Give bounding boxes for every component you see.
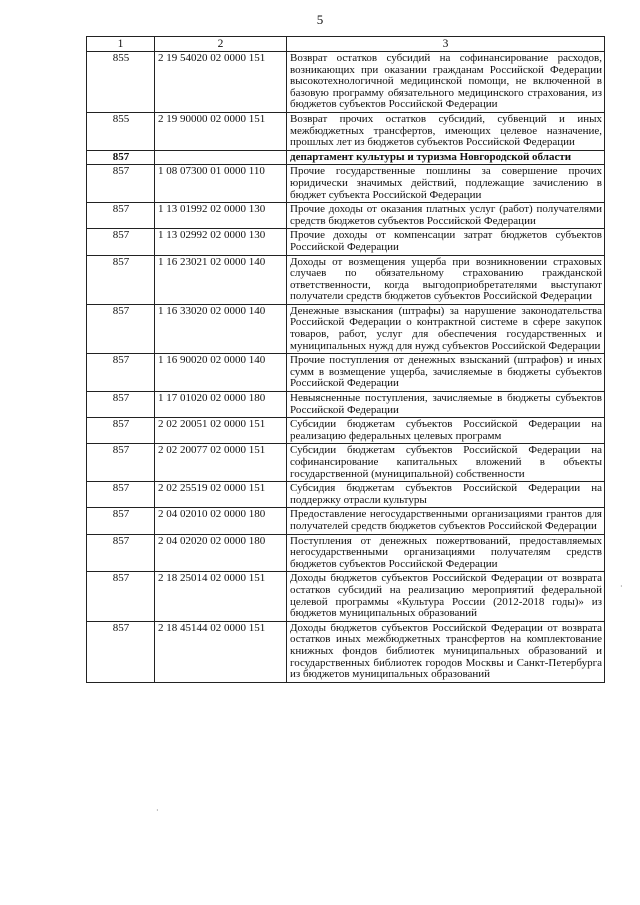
column-header-2: 2 xyxy=(155,37,287,52)
admin-code-cell: 857 xyxy=(87,392,155,418)
table-row xyxy=(87,112,605,150)
admin-code-cell: 857 xyxy=(87,534,155,572)
admin-code-cell: 857 xyxy=(87,229,155,255)
revenue-code-cell: 2 02 20077 02 0000 151 xyxy=(155,444,287,482)
revenue-code-cell: 1 16 90020 02 0000 140 xyxy=(155,354,287,392)
revenue-name-cell: Возврат прочих остатков субсидий, субвенций и иных межбюджетных трансфертов, имеющих целевое назначение, прошлых лет из бюджетов субъектов Российской Федерации xyxy=(287,112,605,150)
revenue-code-cell: 1 13 01992 02 0000 130 xyxy=(155,203,287,229)
revenue-code-cell: 2 19 54020 02 0000 151 xyxy=(155,52,287,113)
revenue-code-cell: 1 16 23021 02 0000 140 xyxy=(155,255,287,304)
revenue-name-cell: Субсидия бюджетам субъектов Российской Федерации на поддержку отрасли культуры xyxy=(287,482,605,508)
admin-code-cell: 857 xyxy=(87,482,155,508)
revenue-name-cell: Прочие государственные пошлины за совершение прочих юридически значимых действий, подлежащие зачислению в бюджет субъекта Российской Федерации xyxy=(287,165,605,203)
revenue-code-cell: 2 02 25519 02 0000 151 xyxy=(155,482,287,508)
table-row xyxy=(87,229,605,255)
table-row xyxy=(87,203,605,229)
table-row xyxy=(87,444,605,482)
table-row xyxy=(87,255,605,304)
revenue-codes-table xyxy=(86,36,605,683)
table-row xyxy=(87,304,605,353)
table-row xyxy=(87,392,605,418)
revenue-code-cell: 1 08 07300 01 0000 110 xyxy=(155,165,287,203)
table-body xyxy=(87,52,605,683)
admin-code-cell: 857 xyxy=(87,572,155,621)
table-row xyxy=(87,482,605,508)
revenue-name-cell: Прочие доходы от компенсации затрат бюджетов субъектов Российской Федерации xyxy=(287,229,605,255)
revenue-name-cell: Прочие поступления от денежных взысканий (штрафов) и иных сумм в возмещение ущерба, зачисляемые в бюджеты субъектов Российской Федерации xyxy=(287,354,605,392)
admin-code-cell: 857 xyxy=(87,444,155,482)
admin-code-cell: 857 xyxy=(87,165,155,203)
revenue-name-cell: Доходы бюджетов субъектов Российской Федерации от возврата остатков иных межбюджетных трансфертов на комплектование книжных фондов библиотек муниципальных образований и государственных библиотек городов Москвы и Санкт-Петербурга из бюджетов муниципальных образований xyxy=(287,621,605,682)
revenue-code-cell: 2 04 02020 02 0000 180 xyxy=(155,534,287,572)
table-row xyxy=(87,150,605,165)
revenue-code-cell xyxy=(155,150,287,165)
revenue-code-cell: 2 19 90000 02 0000 151 xyxy=(155,112,287,150)
revenue-name-cell: Предоставление негосударственными организациями грантов для получателей средств бюджетов субъектов Российской Федерации xyxy=(287,508,605,534)
table-header-row xyxy=(87,37,605,52)
admin-code-cell: 857 xyxy=(87,508,155,534)
revenue-code-cell: 2 02 20051 02 0000 151 xyxy=(155,418,287,444)
revenue-code-cell: 2 04 02010 02 0000 180 xyxy=(155,508,287,534)
revenue-name-cell: Денежные взыскания (штрафы) за нарушение законодательства Российской Федерации о контрактной системе в сфере закупок товаров, работ, услуг для обеспечения государственных и муниципальных нужд для нужд субъектов Российской Федерации xyxy=(287,304,605,353)
revenue-code-cell: 2 18 25014 02 0000 151 xyxy=(155,572,287,621)
admin-code-cell: 857 xyxy=(87,418,155,444)
column-header-1: 1 xyxy=(87,37,155,52)
admin-code-cell: 855 xyxy=(87,52,155,113)
table-row xyxy=(87,508,605,534)
table-row xyxy=(87,418,605,444)
admin-code-cell: 857 xyxy=(87,203,155,229)
revenue-name-cell: департамент культуры и туризма Новгородской области xyxy=(287,150,605,165)
revenue-code-cell: 1 13 02992 02 0000 130 xyxy=(155,229,287,255)
admin-code-cell: 857 xyxy=(87,150,155,165)
page-number: 5 xyxy=(316,12,324,27)
table-row xyxy=(87,572,605,621)
revenue-name-cell: Невыясненные поступления, зачисляемые в бюджеты субъектов Российской Федерации xyxy=(287,392,605,418)
revenue-name-cell: Поступления от денежных пожертвований, предоставляемых негосударственными организациями получателям средств бюджетов субъектов Российской Федерации xyxy=(287,534,605,572)
revenue-code-cell: 2 18 45144 02 0000 151 xyxy=(155,621,287,682)
revenue-name-cell: Субсидии бюджетам субъектов Российской Федерации на софинансирование капитальных вложений в объекты государственной (муниципальной) собственности xyxy=(287,444,605,482)
revenue-name-cell: Доходы от возмещения ущерба при возникновении страховых случаев по обязательному страхованию гражданской ответственности, когда выгодоприобретателями выступают получатели средств бюджетов субъектов Российской Федерации xyxy=(287,255,605,304)
admin-code-cell: 857 xyxy=(87,304,155,353)
table-row xyxy=(87,534,605,572)
admin-code-cell: 857 xyxy=(87,255,155,304)
admin-code-cell: 857 xyxy=(87,354,155,392)
scan-dot: · xyxy=(620,582,623,591)
admin-code-cell: 855 xyxy=(87,112,155,150)
table-row xyxy=(87,165,605,203)
admin-code-cell: 857 xyxy=(87,621,155,682)
table-row xyxy=(87,354,605,392)
column-header-3: 3 xyxy=(287,37,605,52)
table-row xyxy=(87,621,605,682)
revenue-code-cell: 1 16 33020 02 0000 140 xyxy=(155,304,287,353)
scan-dot: · xyxy=(156,806,159,815)
revenue-name-cell: Прочие доходы от оказания платных услуг (работ) получателями средств бюджетов субъектов Российской Федерации xyxy=(287,203,605,229)
table-row xyxy=(87,52,605,113)
revenue-name-cell: Субсидии бюджетам субъектов Российской Федерации на реализацию федеральных целевых программ xyxy=(287,418,605,444)
revenue-code-cell: 1 17 01020 02 0000 180 xyxy=(155,392,287,418)
revenue-name-cell: Возврат остатков субсидий на софинансирование расходов, возникающих при оказании гражданам Российской Федерации высокотехнологичной медицинской помощи, не включенной в базовую программу обязательного медицинского страхования, из бюджетов субъектов Российской Федерации xyxy=(287,52,605,113)
revenue-name-cell: Доходы бюджетов субъектов Российской Федерации от возврата остатков субсидий на реализацию мероприятий федеральной целевой программы «Культура России (2012-2018 годы)» из бюджетов муниципальных образований xyxy=(287,572,605,621)
